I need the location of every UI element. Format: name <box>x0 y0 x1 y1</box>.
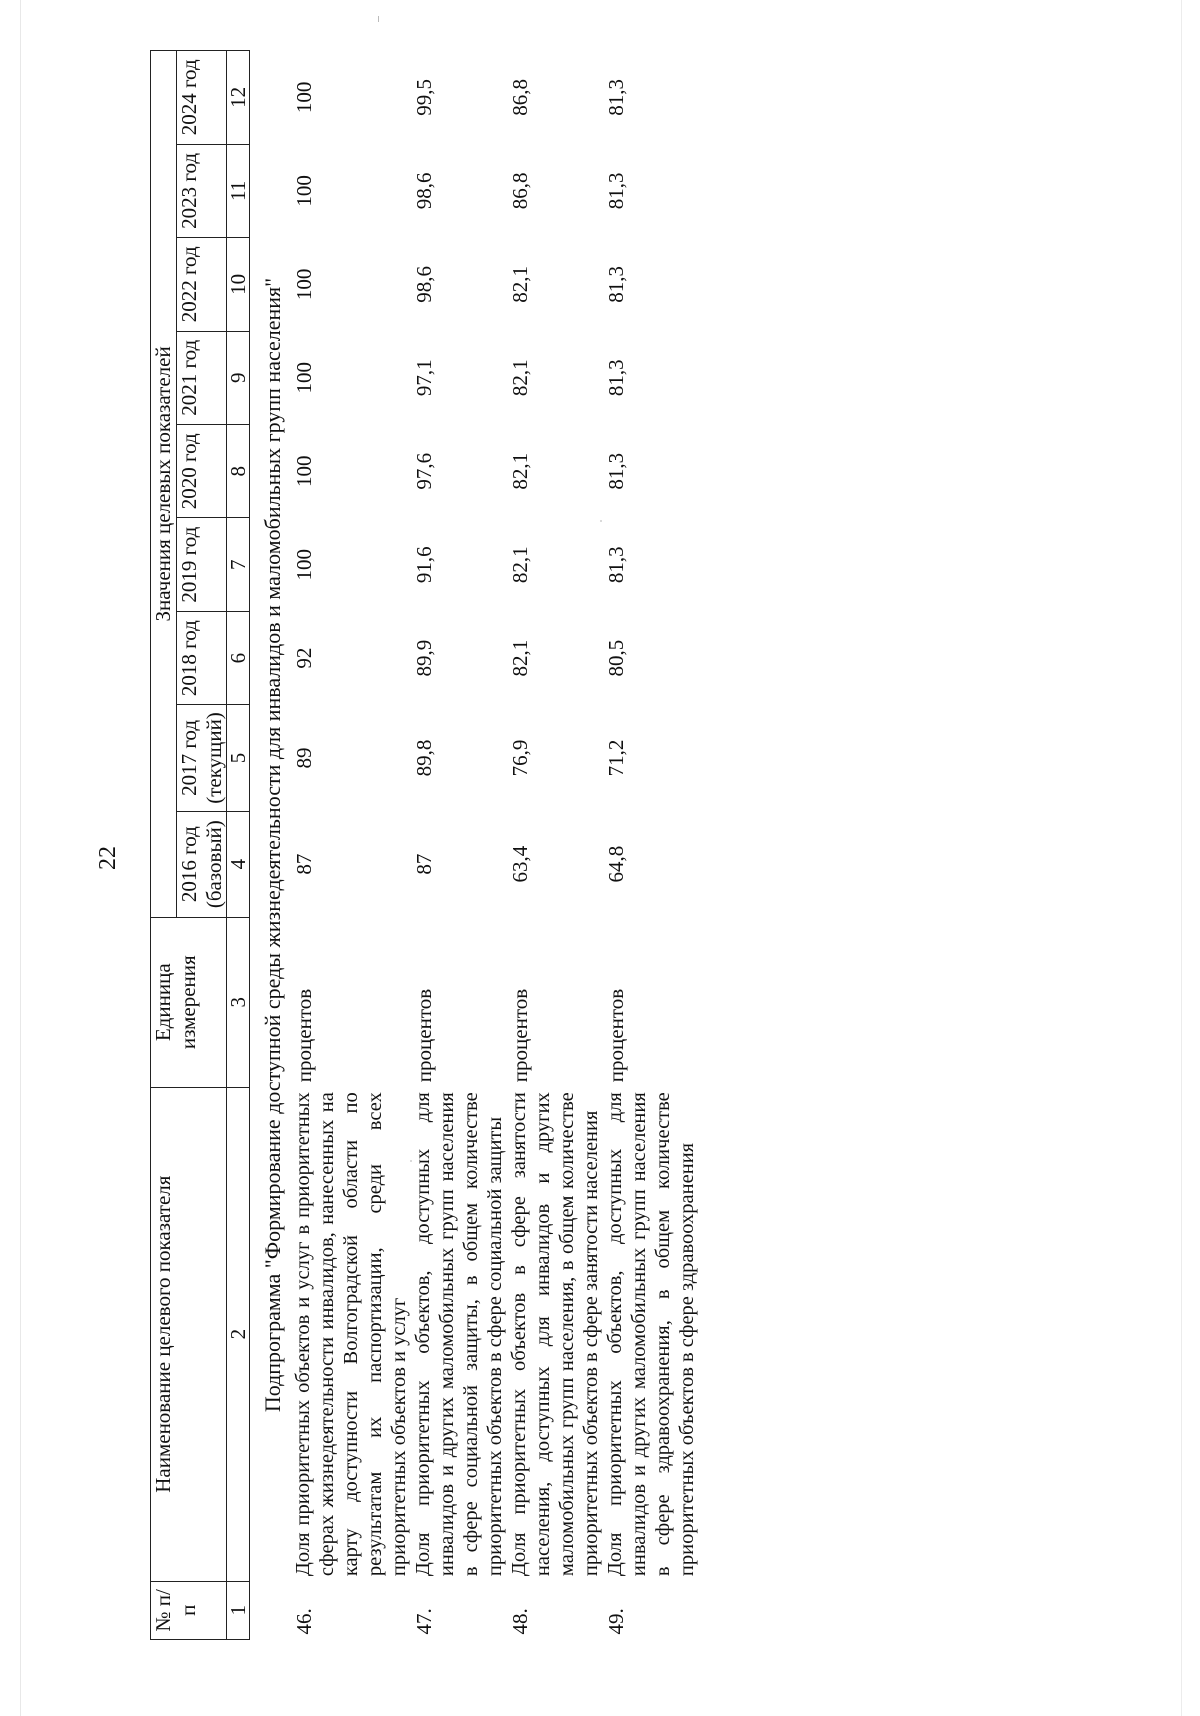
column-numbers-row <box>227 51 250 1640</box>
header-unit: Единица измерения <box>151 917 227 1087</box>
page-number: 22 <box>95 846 121 870</box>
value-2024: 99,5 <box>412 78 437 116</box>
header-year-2018: 2018 год <box>176 611 227 704</box>
header-year-2024: 2024 год <box>176 51 227 145</box>
value-2022: 98,6 <box>412 265 437 303</box>
value-2024: 86,8 <box>508 78 533 116</box>
row-number: 47. <box>412 1608 437 1635</box>
value-2023: 100 <box>292 175 317 207</box>
value-2017: 89 <box>292 747 317 769</box>
table-body <box>250 51 700 1640</box>
header-indicator-name: Наименование целевого показателя <box>151 1087 227 1581</box>
value-2021: 97,1 <box>412 359 437 397</box>
row-number: 48. <box>508 1608 533 1635</box>
value-2024: 81,3 <box>604 78 629 116</box>
column-number: 4 <box>227 811 250 917</box>
column-number: 9 <box>227 331 250 424</box>
value-2018: 82,1 <box>508 639 533 677</box>
value-2020: 97,6 <box>412 452 437 490</box>
value-2016: 87 <box>292 853 317 875</box>
value-2016: 64,8 <box>604 845 629 883</box>
value-2020: 82,1 <box>508 452 533 490</box>
header-year-2022: 2022 год <box>176 238 227 331</box>
rotated-table-container <box>150 50 1150 1640</box>
value-2023: 86,8 <box>508 172 533 210</box>
indicator-unit: процентов <box>412 988 437 1083</box>
value-2017: 89,8 <box>412 739 437 777</box>
value-2019: 82,1 <box>508 546 533 584</box>
value-2017: 76,9 <box>508 739 533 777</box>
subprogram-row <box>250 51 292 1640</box>
column-number: 3 <box>227 917 250 1087</box>
value-2021: 81,3 <box>604 359 629 397</box>
value-2021: 82,1 <box>508 359 533 397</box>
column-number: 6 <box>227 611 250 704</box>
column-number: 1 <box>227 1581 250 1639</box>
scan-mark <box>378 16 379 22</box>
header-year-2019: 2019 год <box>176 518 227 611</box>
indicators-table <box>150 50 700 1640</box>
header-year-2017: 2017 год (текущий) <box>176 705 227 811</box>
value-2016: 63,4 <box>508 845 533 883</box>
header-year-2016: 2016 год (базовый) <box>176 811 227 917</box>
indicator-name: Доля приоритетных объектов в сфере занятости населения, доступных для инвалидов и других маломобильных групп населения, в общем количестве приоритетных объектов в сфере занятости населения <box>508 1092 603 1577</box>
value-2024: 100 <box>292 81 317 114</box>
column-number: 12 <box>227 51 250 145</box>
indicator-name: Доля приоритетных объектов, доступных для инвалидов и других маломобильных групп населения в сфере социальной защиты, в общем количестве приоритетных объектов в сфере социальной защиты <box>412 1092 507 1577</box>
header-number: № п/п <box>151 1581 227 1639</box>
table-row <box>508 51 604 1640</box>
table-row <box>292 51 412 1640</box>
column-number: 5 <box>227 705 250 811</box>
value-2016: 87 <box>412 853 437 875</box>
value-2022: 100 <box>292 268 317 301</box>
header-year-2020: 2020 год <box>176 425 227 518</box>
indicator-unit: процентов <box>508 988 533 1083</box>
value-2020: 81,3 <box>604 452 629 490</box>
value-2021: 100 <box>292 362 317 394</box>
table-header <box>151 51 250 1640</box>
table-row <box>604 51 700 1640</box>
header-target-values: Значения целевых показателей <box>151 51 177 918</box>
indicator-unit: процентов <box>292 988 317 1083</box>
subprogram-title: Подпрограмма "Формирование доступной среды жизнедеятельности для инвалидов и маломобильных групп населения" <box>260 277 286 1413</box>
value-2023: 81,3 <box>604 172 629 210</box>
column-number: 11 <box>227 144 250 237</box>
value-2020: 100 <box>292 455 317 487</box>
value-2022: 81,3 <box>604 265 629 303</box>
column-number: 2 <box>227 1087 250 1581</box>
value-2022: 82,1 <box>508 265 533 303</box>
indicator-unit: процентов <box>604 988 629 1083</box>
indicator-name: Доля приоритетных объектов и услуг в приоритетных сферах жизнедеятельности инвалидов, нанесенных на карту доступности Волгоградской области по результатам их паспортизации, среди всех приоритетных объектов и услуг <box>292 1092 411 1577</box>
value-2018: 92 <box>292 647 317 669</box>
header-year-2021: 2021 год <box>176 331 227 424</box>
value-2018: 80,5 <box>604 639 629 677</box>
row-number: 46. <box>292 1608 317 1635</box>
value-2023: 98,6 <box>412 172 437 210</box>
column-number: 7 <box>227 518 250 611</box>
value-2019: 100 <box>292 548 317 581</box>
value-2019: 91,6 <box>412 546 437 584</box>
value-2017: 71,2 <box>604 739 629 777</box>
row-number: 49. <box>604 1608 629 1635</box>
column-number: 10 <box>227 238 250 331</box>
indicator-name: Доля приоритетных объектов, доступных для инвалидов и других маломобильных групп населения в сфере здравоохранения, в общем количестве приоритетных объектов в сфере здравоохранения <box>604 1092 698 1577</box>
column-number: 8 <box>227 425 250 518</box>
value-2018: 89,9 <box>412 639 437 677</box>
value-2019: 81,3 <box>604 546 629 584</box>
table-row <box>412 51 508 1640</box>
header-year-2023: 2023 год <box>176 144 227 237</box>
